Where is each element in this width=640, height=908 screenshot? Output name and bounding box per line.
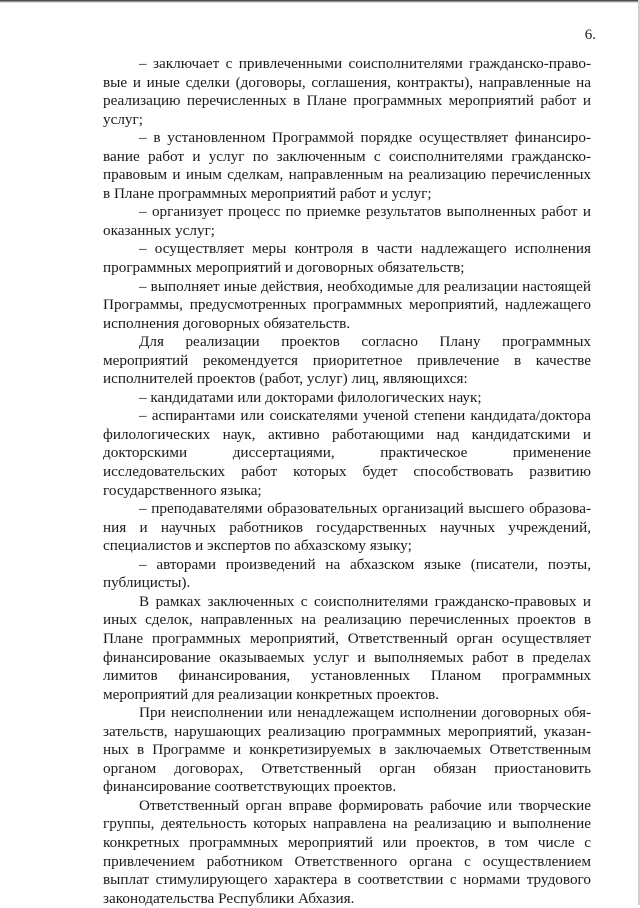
scan-edge-top <box>0 0 640 3</box>
paragraph-postgraduates: – аспирантами или соискателями ученой степени кандидата/доктора филологических наук, активно работающими над кандидатскими и докторскими диссертациями, практическое применение исследовательских работ которых будет способствовать развитию государственного языка; <box>103 407 591 499</box>
paragraph-other-actions: – выполняет иные действия, необходимые для реализации настоящей Программы, предусмотренных программных мероприятий, надлежащего исполнения договорных обязательств. <box>103 277 591 332</box>
paragraph-suspension: При неисполнении или ненадлежащем исполнении договорных обязательств, нарушающих реализацию программных мероприятий, указанных в Программе и конкретизируемых в заключаемых Ответственным органом договорах, Ответственный орган обязан приостановить финансирование соответствующих проектов. <box>103 704 591 796</box>
paragraph-candidates-doctors: – кандидатами или докторами филологических наук; <box>139 388 482 406</box>
paragraph-working-groups: Ответственный орган вправе формировать рабочие или творческие группы, деятельность которых направлена на реализацию и выполнение конкретных программных мероприятий или проектов, в том числе с привлечением работником Ответственного органа с осуществлением выплат стимулирующего характера в соответствии с нормами трудового законодательства Республики Абхазия. <box>103 796 591 907</box>
paragraph-authors: – авторами произведений на абхазском языке (писатели, поэты, публицисты). <box>103 555 591 592</box>
page-number: 6. <box>584 27 596 43</box>
paragraph-funding-limits: В рамках заключенных с соисполнителями гражданско-правовых и иных сделок, направленных на реализацию перечисленных проектов в Плане программных мероприятий, Ответственный орган осуществляет финансирование оказываемых услуг и выполняемых работ в пределах лимитов финансирования, установленных Планом программных мероприятий для реализации конкретных проектов. <box>103 592 591 703</box>
paragraph-financing: – в установленном Программой порядке осуществляет финансирование работ и услуг по заключенным с соисполнителями гражданско-правовым и иным сделкам, направленным на реализацию перечисленных в Плане программных мероприятий работ и услуг; <box>103 129 591 202</box>
paragraph-priority-executors: Для реализации проектов согласно Плану программных мероприятий рекомендуется приоритетное привлечение в качестве исполнителей проектов (работ, услуг) лиц, являющихся: <box>103 333 591 388</box>
document-body <box>103 55 591 908</box>
paragraph-teachers: – преподавателями образовательных организаций высшего образования и научных работников государственных научных учреждений, специалистов и экспертов по абхазскому языку; <box>103 500 591 555</box>
paragraph-contracts: – заключает с привлеченными соисполнителями гражданско-правовые и иные сделки (договоры, соглашения, контракты), направленные на реализацию перечисленных в Плане программных мероприятий работ и услуг; <box>103 55 591 128</box>
paragraph-acceptance: – организует процесс по приемке результатов выполненных работ и оказанных услуг; <box>103 203 591 239</box>
paragraph-control: – осуществляет меры контроля в части надлежащего исполнения программных мероприятий и договорных обязательств; <box>103 240 591 277</box>
